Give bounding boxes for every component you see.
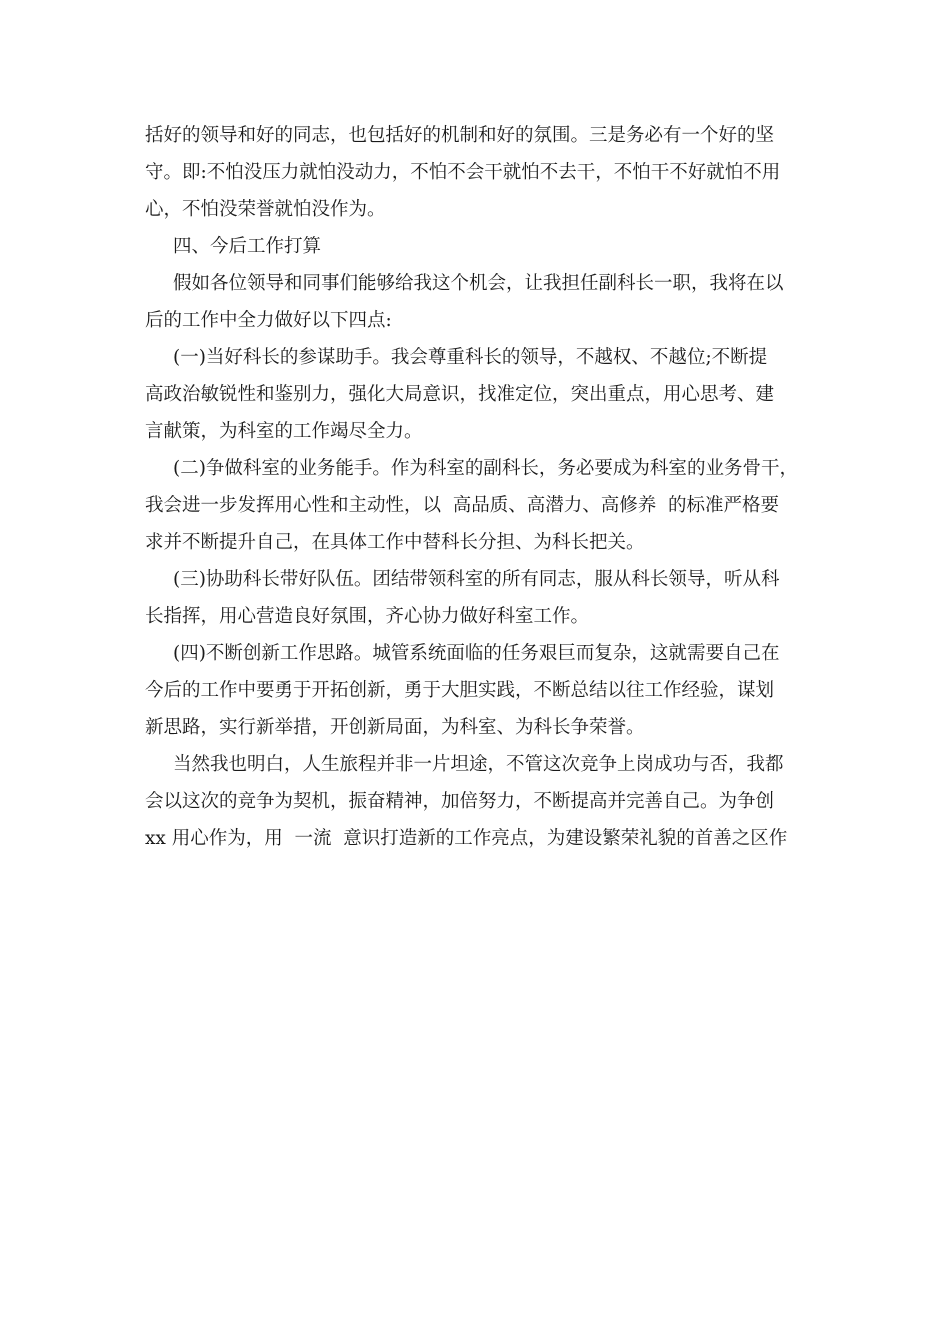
text-line: 假如各位领导和同事们能够给我这个机会，让我担任副科长一职，我将在以 [173,273,784,294]
paragraph [145,228,815,265]
paragraph [145,450,815,561]
text-line: (三)协助科长带好队伍。团结带领科室的所有同志，服从科长领导，听从科 [173,569,780,590]
text-line: 当然我也明白，人生旅程并非一片坦途，不管这次竞争上岗成功与否，我都 [173,754,784,775]
paragraph [145,117,815,228]
paragraph [145,746,815,857]
paragraph [145,265,815,339]
text-line: 我会进一步发挥用心性和主动性，以 高品质、高潜力、高修养 的标准严格要 [145,495,780,516]
text-line: 心，不怕没荣誉就怕没作为。 [145,199,386,220]
document-body [145,117,815,857]
text-line: 求并不断提升自己，在具体工作中替科长分担、为科长把关。 [145,532,645,553]
text-line: 言献策，为科室的工作竭尽全力。 [145,421,423,442]
text-line: 后的工作中全力做好以下四点: [145,310,392,331]
text-line: 新思路，实行新举措，开创新局面，为科室、为科长争荣誉。 [145,717,645,738]
text-line: 今后的工作中要勇于开拓创新，勇于大胆实践，不断总结以往工作经验，谋划 [145,680,775,701]
text-line: 长指挥，用心营造良好氛围，齐心协力做好科室工作。 [145,606,590,627]
text-line: 四、今后工作打算 [173,236,322,257]
text-line: 守。即:不怕没压力就怕没动力，不怕不会干就怕不去干，不怕干不好就怕不用 [145,162,781,183]
paragraph [145,339,815,450]
text-line: (二)争做科室的业务能手。作为科室的副科长，务必要成为科室的业务骨干， [173,458,798,479]
text-line: 高政治敏锐性和鉴别力，强化大局意识，找准定位，突出重点，用心思考、建 [145,384,775,405]
paragraph [145,561,815,635]
paragraph [145,635,815,746]
text-line: xx 用心作为，用 一流 意识打造新的工作亮点，为建设繁荣礼貌的首善之区作 [145,828,788,849]
text-line: 括好的领导和好的同志，也包括好的机制和好的氛围。三是务必有一个好的坚 [145,125,775,146]
text-line: (一)当好科长的参谋助手。我会尊重科长的领导，不越权、不越位;不断提 [173,347,768,368]
text-line: (四)不断创新工作思路。城管系统面临的任务艰巨而复杂，这就需要自己在 [173,643,780,664]
text-line: 会以这次的竞争为契机，振奋精神，加倍努力，不断提高并完善自己。为争创 [145,791,775,812]
